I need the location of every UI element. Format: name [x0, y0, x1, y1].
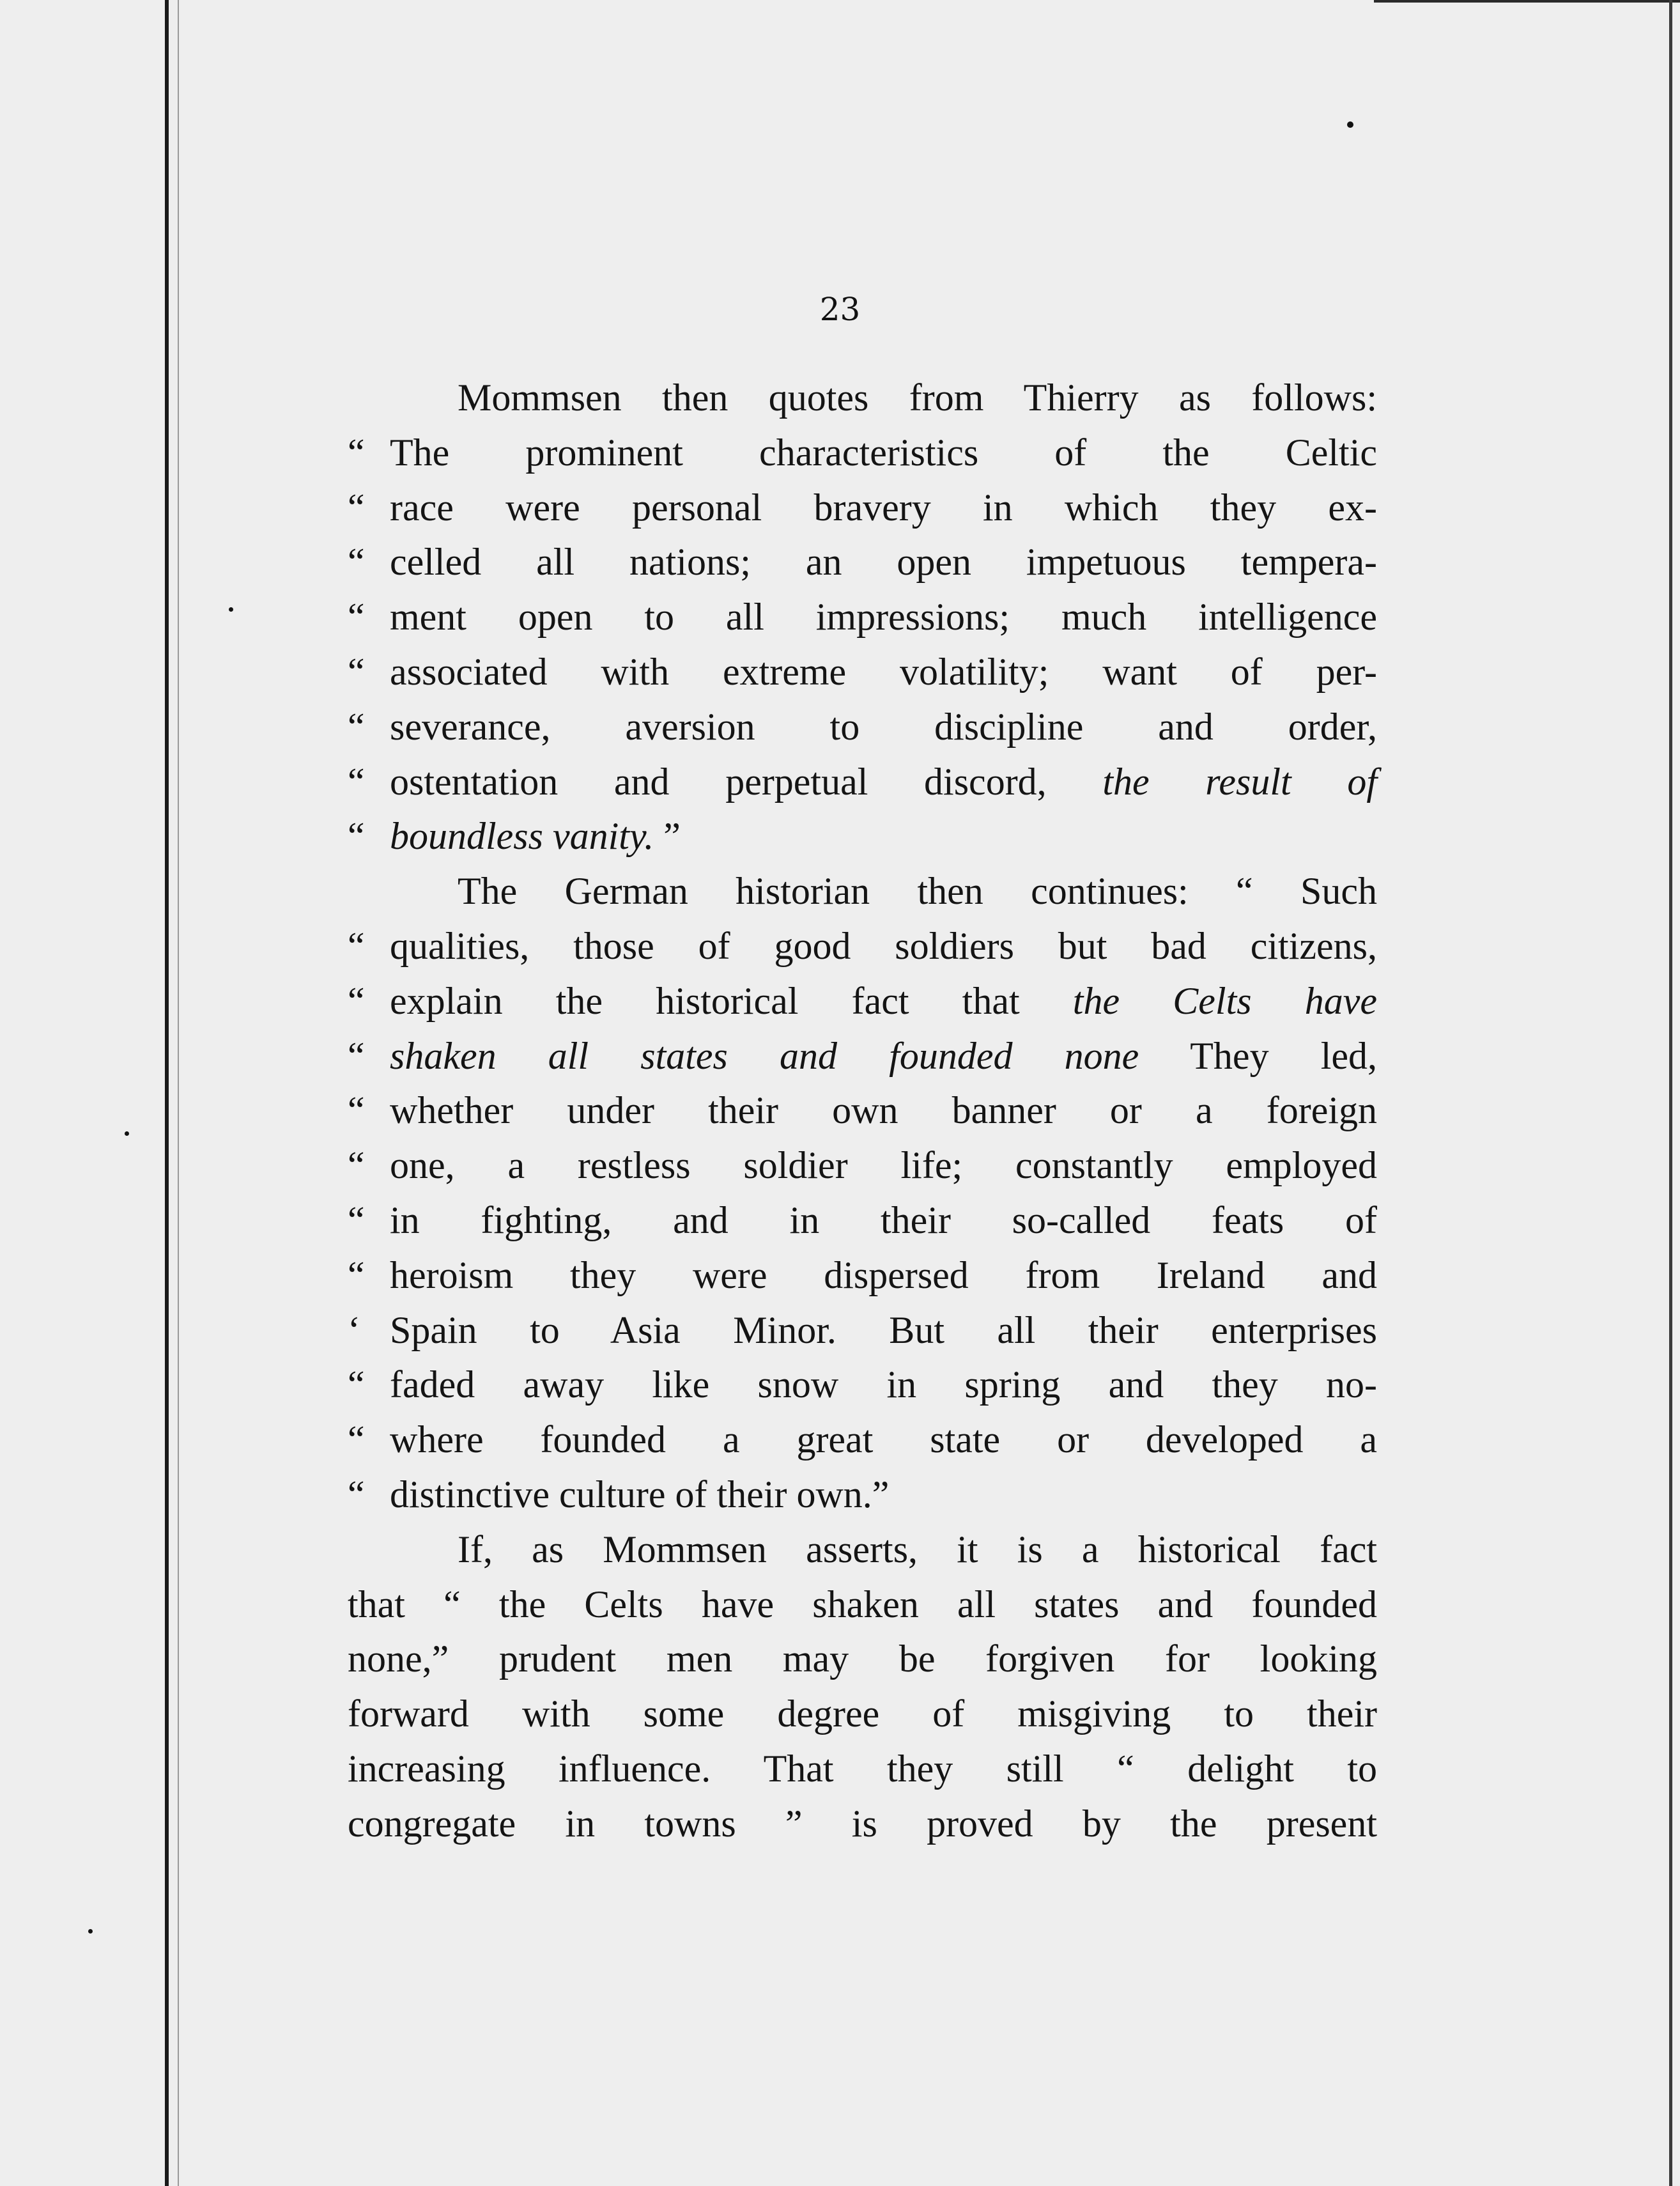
line-text: explain the historical fact that — [390, 979, 1073, 1022]
line-text: faded away like snow in spring and they no- — [390, 1363, 1377, 1406]
text-line — [348, 974, 1377, 1029]
line-text: If, as Mommsen asserts, it is a historical fact — [458, 1528, 1377, 1570]
line-text: severance, aversion to discipline and order, — [390, 705, 1377, 748]
line-text: in fighting, and in their so-called feats of — [390, 1198, 1377, 1241]
text-line — [348, 1303, 1377, 1358]
quote-mark: “ — [348, 1144, 365, 1187]
line-text: The German historian then continues: “ Such — [458, 870, 1377, 913]
text-line — [348, 1138, 1377, 1193]
line-text-after: ” — [654, 815, 681, 858]
line-text: Spain to Asia Minor. But all their enterprises — [390, 1308, 1377, 1351]
line-text: qualities, those of good soldiers but bad citizens, — [390, 924, 1377, 967]
quote-mark: “ — [348, 1363, 365, 1406]
page-top-edge — [1374, 0, 1680, 3]
quote-mark: “ — [348, 541, 365, 584]
text-line — [348, 1687, 1377, 1742]
line-text: heroism they were dispersed from Ireland and — [390, 1253, 1377, 1296]
quote-mark: “ — [348, 650, 365, 693]
text-line — [390, 864, 1377, 919]
text-line — [348, 1083, 1377, 1138]
text-line — [348, 1413, 1377, 1468]
quote-mark: “ — [348, 1034, 365, 1077]
line-text: distinctive culture of their own.” — [390, 1473, 890, 1515]
text-line — [348, 1358, 1377, 1413]
text-line — [390, 371, 1377, 426]
ink-speck — [1347, 121, 1353, 128]
line-text: whether under their own banner or a foreign — [390, 1089, 1377, 1132]
quote-mark: “ — [348, 1089, 365, 1132]
text-line — [348, 1577, 1377, 1632]
ink-speck — [125, 1131, 129, 1136]
text-line — [348, 590, 1377, 645]
text-line — [348, 426, 1377, 481]
line-italic-text: the result of — [1102, 760, 1377, 803]
line-text: where founded a great state or developed a — [390, 1418, 1377, 1461]
text-line — [348, 755, 1377, 810]
line-italic-text: shaken all states and founded none — [390, 1034, 1139, 1077]
page-left-edge-shadow — [178, 0, 179, 2186]
quote-mark: “ — [348, 815, 365, 858]
text-line — [348, 1029, 1378, 1084]
line-text: ment open to all impressions; much intelligence — [390, 596, 1377, 639]
text-line — [390, 1523, 1377, 1577]
line-text: associated with extreme volatility; want of per- — [390, 650, 1377, 693]
line-text: that “ the Celts have shaken all states and founded — [348, 1583, 1377, 1625]
line-italic-text: the Celts have — [1072, 979, 1377, 1022]
ink-speck — [88, 1929, 93, 1934]
quote-mark: “ — [348, 705, 365, 748]
page-left-edge — [165, 0, 169, 2186]
text-line — [348, 919, 1377, 974]
line-italic-text: boundless vanity. — [390, 815, 654, 858]
quote-mark: “ — [348, 431, 365, 474]
line-text: congregate in towns ” is proved by the present — [348, 1802, 1377, 1845]
quote-mark: “ — [348, 924, 365, 967]
quote-mark: ‘ — [348, 1308, 360, 1351]
quote-mark: “ — [348, 760, 365, 803]
quote-mark: “ — [348, 1473, 365, 1515]
quote-mark: “ — [348, 1198, 365, 1241]
text-line — [348, 645, 1377, 700]
page-right-edge — [1669, 0, 1672, 2186]
line-text: one, a restless soldier life; constantly employed — [390, 1144, 1377, 1187]
text-line — [348, 535, 1377, 590]
text-line — [348, 1248, 1377, 1303]
body-text — [348, 371, 1378, 1852]
text-line — [348, 809, 1377, 864]
line-text: race were personal bravery in which they ex- — [390, 486, 1377, 529]
text-line — [348, 1797, 1377, 1852]
quote-mark: “ — [348, 486, 365, 529]
text-line — [348, 1193, 1377, 1248]
ink-speck — [229, 607, 233, 612]
line-text: increasing influence. That they still “ delight to — [348, 1747, 1377, 1790]
page-number: 23 — [819, 291, 861, 328]
text-line — [348, 1742, 1377, 1797]
line-text: none,” prudent men may be forgiven for looking — [348, 1638, 1377, 1680]
text-line — [348, 1468, 1377, 1523]
quote-mark: “ — [348, 1253, 365, 1296]
line-text-after: They led, — [1139, 1034, 1378, 1077]
line-text: celled all nations; an open impetuous tempera- — [390, 541, 1377, 584]
text-line — [348, 700, 1377, 755]
text-line — [348, 481, 1377, 536]
quote-mark: “ — [348, 1418, 365, 1461]
line-text: The prominent characteristics of the Celtic — [390, 431, 1377, 474]
text-line — [348, 1632, 1377, 1687]
line-text: forward with some degree of misgiving to their — [348, 1693, 1377, 1735]
line-text: Mommsen then quotes from Thierry as follows: — [458, 376, 1377, 419]
quote-mark: “ — [348, 596, 365, 639]
quote-mark: “ — [348, 979, 365, 1022]
line-text: ostentation and perpetual discord, — [390, 760, 1103, 803]
